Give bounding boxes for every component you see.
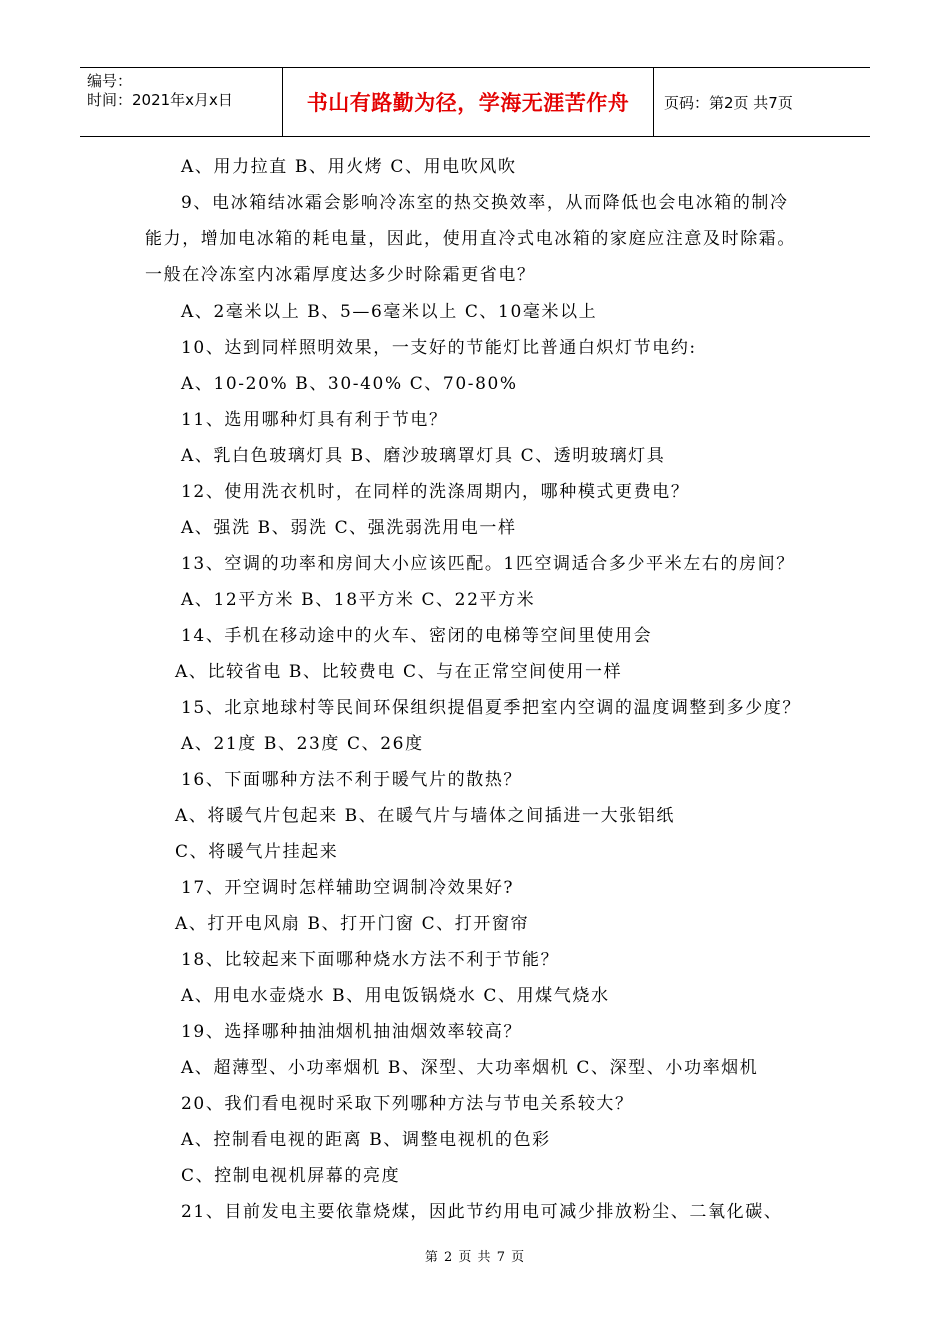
header-meta — [80, 68, 282, 136]
text-line: A、10-20% B、30-40% C、70-80% — [181, 374, 518, 394]
motto-text: 书山有路勤为径，学海无涯苦作舟 — [306, 91, 630, 115]
text-line: A、比较省电 B、比较费电 C、与在正常空间使用一样 — [175, 662, 623, 682]
text-line: 10、达到同样照明效果，一支好的节能灯比普通白炽灯节电约: — [181, 338, 697, 358]
text-line: 12、使用洗衣机时，在同样的洗涤周期内，哪种模式更费电？ — [181, 482, 690, 502]
text-line: 14、手机在移动途中的火车、密闭的电梯等空间里使用会 — [181, 626, 653, 646]
text-line: 16、下面哪种方法不利于暖气片的散热？ — [181, 770, 523, 790]
text-line: 19、选择哪种抽油烟机抽油烟效率较高？ — [181, 1022, 523, 1042]
text-line: 20、我们看电视时采取下列哪种方法与节电关系较大？ — [181, 1094, 634, 1114]
serial-label: 编号： — [87, 72, 133, 90]
page-footer: 第 2 页 共 7 页 — [424, 1250, 526, 1265]
text-line: A、超薄型、小功率烟机 B、深型、大功率烟机 C、深型、小功率烟机 — [181, 1058, 759, 1078]
page-header — [80, 67, 870, 137]
text-line: 能力，增加电冰箱的耗电量，因此，使用直冷式电冰箱的家庭应注意及时除霜。 — [145, 229, 796, 249]
text-line: 17、开空调时怎样辅助空调制冷效果好? — [181, 878, 515, 898]
text-line: A、用电水壶烧水 B、用电饭锅烧水 C、用煤气烧水 — [181, 986, 610, 1006]
text-line: 13、空调的功率和房间大小应该匹配。1匹空调适合多少平米左右的房间？ — [181, 554, 795, 574]
text-line: 15、北京地球村等民间环保组织提倡夏季把室内空调的温度调整到多少度？ — [181, 698, 802, 718]
text-line: A、打开电风扇 B、打开门窗 C、打开窗帘 — [175, 914, 530, 934]
header-page-info-cell — [654, 68, 870, 136]
text-line: A、乳白色玻璃灯具 B、磨沙玻璃罩灯具 C、透明玻璃灯具 — [181, 446, 666, 466]
date-label: 时间：2021年x月x日 — [87, 91, 233, 109]
text-line: C、将暖气片挂起来 — [175, 842, 339, 862]
text-line: A、强洗 B、弱洗 C、强洗弱洗用电一样 — [181, 518, 517, 538]
text-line: A、21度 B、23度 C、26度 — [181, 734, 424, 754]
text-line: A、控制看电视的距离 B、调整电视机的色彩 — [181, 1130, 551, 1150]
text-line: 9、电冰箱结冰霜会影响冷冻室的热交换效率，从而降低也会电冰箱的制冷 — [181, 193, 789, 213]
text-line: 11、选用哪种灯具有利于节电？ — [181, 410, 448, 430]
text-line: A、12平方米 B、18平方米 C、22平方米 — [181, 590, 536, 610]
text-line: C、控制电视机屏幕的亮度 — [181, 1166, 401, 1186]
text-line: A、用力拉直 B、用火烤 C、用电吹风吹 — [181, 157, 517, 177]
text-line: 21、目前发电主要依靠烧煤，因此节约用电可减少排放粉尘、二氧化碳、 — [181, 1202, 783, 1222]
header-motto-cell — [282, 68, 654, 136]
text-line: A、2毫米以上 B、5—6毫米以上 C、10毫米以上 — [181, 302, 598, 322]
text-line: 18、比较起来下面哪种烧水方法不利于节能？ — [181, 950, 560, 970]
text-line: A、将暖气片包起来 B、在暖气片与墙体之间插进一大张铝纸 — [175, 806, 675, 826]
text-line: 一般在冷冻室内冰霜厚度达多少时除霜更省电？ — [145, 265, 536, 285]
page-info: 页码：第2页 共7页 — [664, 93, 793, 112]
